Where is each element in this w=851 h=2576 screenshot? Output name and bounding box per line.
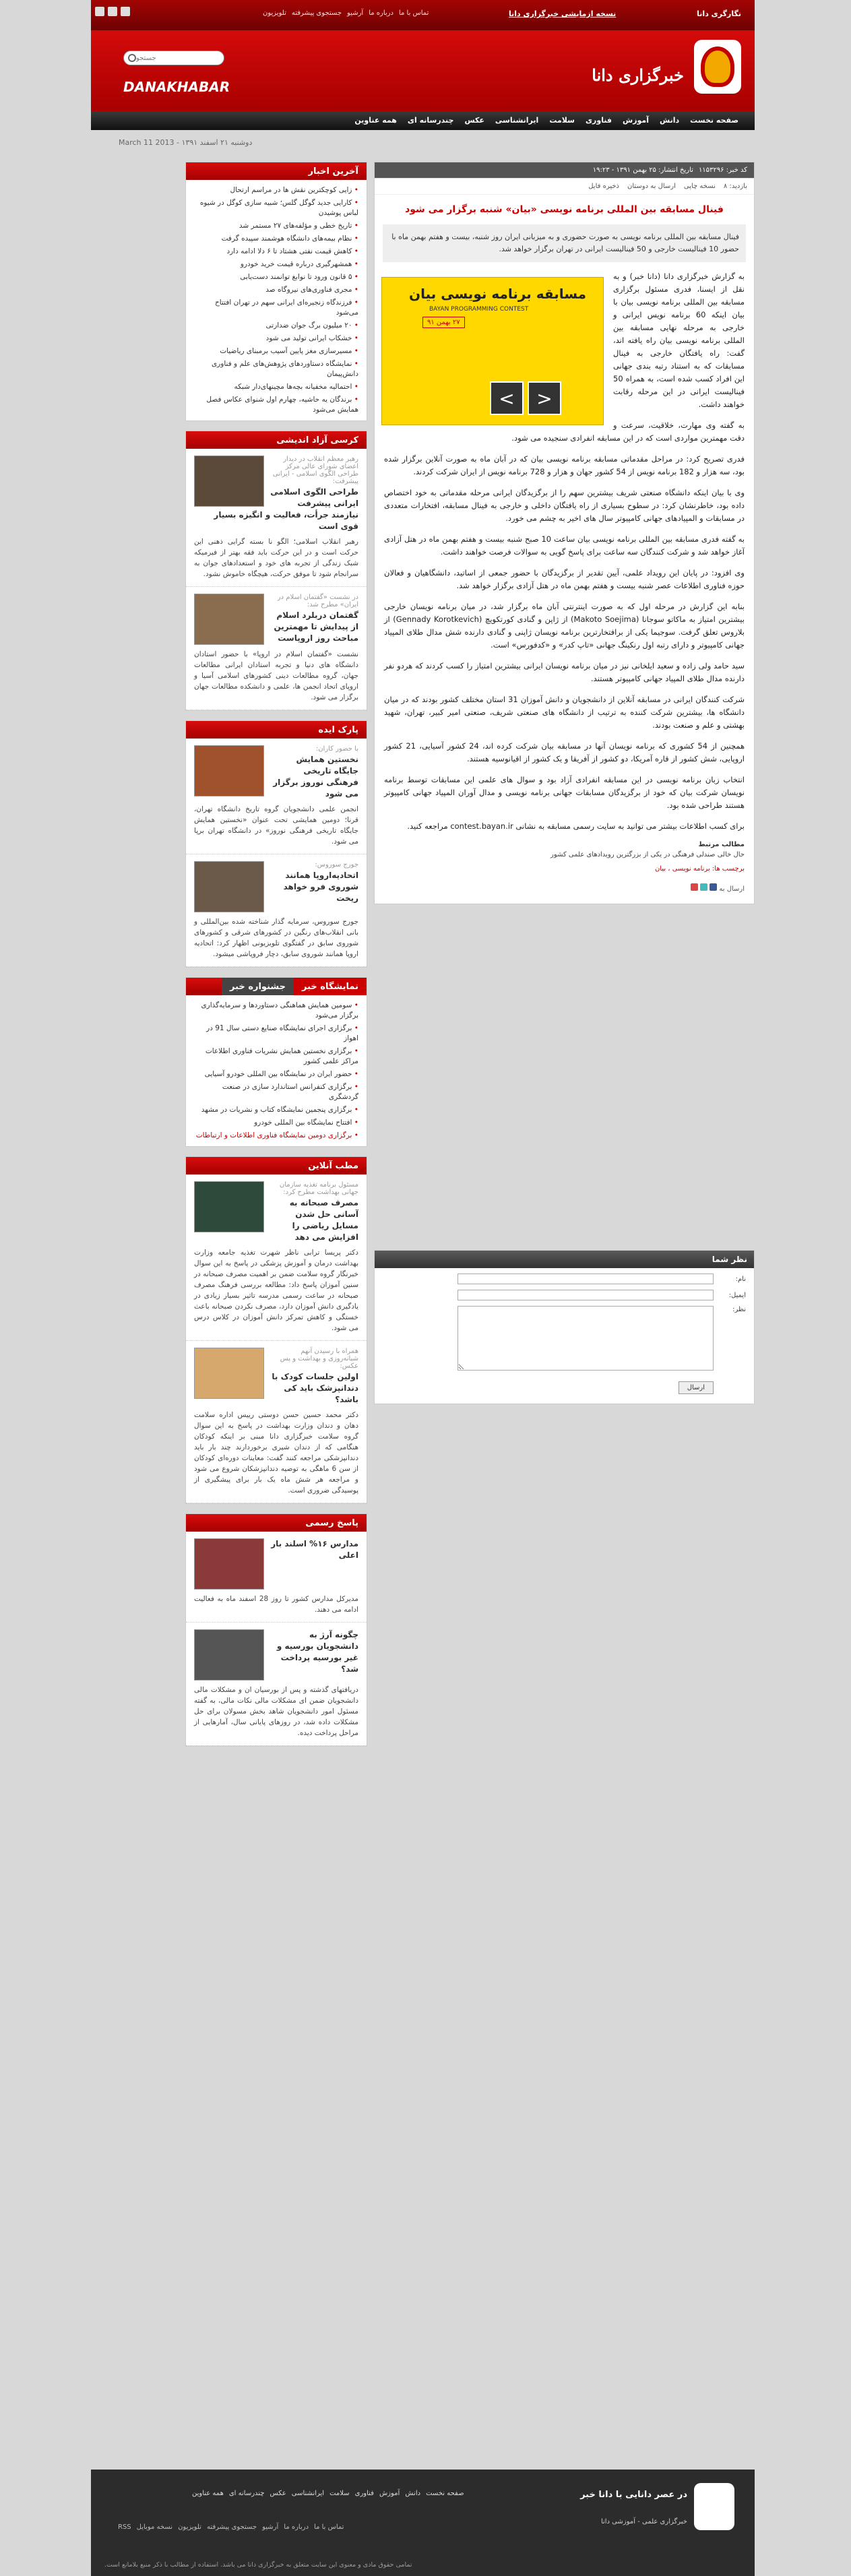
copyright: تمامی حقوق مادی و معنوی این سایت متعلق به خبرگزاری دانا می باشد. استفاده از مطالب با ذکر منبع بلامانع است. [104,2561,412,2569]
nav-item-all[interactable]: همه عناوین [354,116,397,125]
list-item[interactable]: • برگزاری کنفرانس استاندارد سازی در صنعت گردشگری [194,1081,358,1104]
article-paragraph: همچنین از 54 کشوری که برنامه نویسان آنها در مسابقه بیان شرکت کرده اند، 24 کشور آسیایی، 21 کشور اروپایی، شش کشور از قاره آمریکا، دو کشور از آفریقا و یک کشور از اقیانوسیه هستند. [384,741,745,763]
print-button[interactable]: نسخه چاپی [683,183,716,190]
feature-kicker: جورج سوروس: [315,861,358,869]
forum-title: کرسی آزاد اندیشی [186,431,367,449]
article-paragraph: وی افزود: در پایان این رویداد علمی، آیین تقدیر از برگزیدگان با حضور جمعی از اساتید، دانشگاهیان و فعالان حوزه فناوری اطلاعات عصر شنبه بیست و هفتم بهمن ماه در هتل آزادی برگزار خواهد شد. [384,568,745,590]
tab-festival[interactable]: جشنواره خبر [222,978,294,995]
feature-desc: نشست «گفتمان اسلام در اروپا» با حضور استادان دانشگاه های دنیا و تجربه استادان ایرانی مطالعات جهان، گروه مطالعات دینی کشورهای اسلامی آسیا و اروپای اتحاد انجمن ها، علمی و دانشکده مطالعات جهان برگزار می شود. [194,650,358,701]
nav-item-science[interactable]: دانش [660,116,680,125]
name-field[interactable] [458,1274,714,1284]
contest-banner[interactable] [381,277,604,425]
comment-form [374,1250,755,1404]
official-answer-box [185,1513,367,1747]
brand-wordmark: DANAKHABAR [123,79,230,95]
list-item[interactable]: • کاهش قیمت نفتی هشتاد تا ۶ دلا ادامه دارد [194,245,358,258]
date-display: دوشنبه ۲۱ اسفند ۱۳۹۱ - 2013 March 11 [119,138,253,147]
save-file-button[interactable]: ذخیره فایل [588,183,619,190]
email-field[interactable] [458,1290,714,1300]
top-link[interactable]: درباره ما [369,9,393,17]
prev-arrow-icon[interactable]: < [490,381,524,415]
email-label: ایمیل: [728,1291,746,1299]
related-heading: مطالب مرتبط [698,841,745,848]
feature-image[interactable] [194,455,264,507]
search-box [123,51,224,65]
site-logo[interactable] [694,40,741,94]
feature-item[interactable] [186,1623,367,1746]
footer-nav-secondary [118,2523,344,2531]
list-item[interactable]: • احتمالیه مخفیانه بچه‌ها مچینهای‌دار شبکه [194,381,358,394]
nav-item-education[interactable]: آموزش [623,116,650,125]
top-bar [91,0,755,30]
article-tools [375,179,754,195]
nav-item-health[interactable]: سلامت [549,116,575,125]
list-item[interactable]: • افتتاح نمایشگاه بین المللی خودرو [194,1117,358,1129]
next-arrow-icon[interactable]: > [528,381,561,415]
footer-link[interactable]: صفحه نخست [426,2490,464,2497]
feature-title[interactable]: اتحادیه‌اروپا همانند شوروی فرو خواهد ریخت [283,871,358,903]
list-item[interactable]: • حضور ایران در نمایشگاه بین المللی خودرو آسیایی [194,1068,358,1081]
top-link[interactable]: آرشیو [347,9,364,17]
feature-title[interactable]: مصرف صبحانه به آسانی حل شدن مسایل ریاضی را افزایش می دهد [289,1198,358,1242]
feature-image[interactable] [194,1348,264,1399]
feature-image[interactable] [194,594,264,645]
feature-image[interactable] [194,1538,264,1590]
mobile-icon[interactable] [121,7,130,16]
article-title: فینال مسابقه بین المللی برنامه نویسی «بیان» شنبه برگزار می شود [405,204,724,215]
list-item[interactable]: • برندگان یه حاشیه، چهارم اول شنوای عکاس فصل همایش می‌شود [194,394,358,416]
submit-comment-button[interactable]: ارسال [679,1381,714,1394]
top-links [263,9,429,17]
feature-kicker: رهبر معظم انقلاب در دیدار اعضای شورای عالی مرکز طراحی الگوی اسلامی - ایرانی پیشرفت: [272,455,358,485]
site-name: خبرگزاری دانا [592,65,684,85]
feature-item[interactable] [186,739,367,854]
list-item[interactable]: • برگزاری نخستین همایش نشریات فناوری اطلاعات مراکز علمی کشور [194,1045,358,1068]
feature-kicker: همراه با رسیدن آنهم شبانه‌روزی و بهداشت و پس عکس: [280,1348,358,1370]
logo-mark-icon [701,46,734,87]
comment-row [383,1306,746,1371]
feature-desc: دکتر پریسا ترابی ناظر شهرت تغذیه جامعه وزارت بهداشت درمان و آموزش پزشکی در پاسخ به این سوال خبرنگار گروه سلامت ضمن بر اهمیت مصرف صبحانه در سنین آموزان پاسخ داد: مطالعه بررسی فرهنگ مصرف صبحانه در ساعت رسمی مدرسه تاثیر بسیار زیادی در یادگیری دانش آموزان دارد، مصرف نکردن صبحانه باعث خستگی و کاهش تمرکز دانش آموزان در کلاس درس می شود. [194,1249,358,1332]
views-count: بازدید: ۸ [723,183,747,190]
article-paragraph: به گفته وی مهارت، خلاقیت، سرعت و دقت مهمترین مواردی است که در این مسابقه انفرادی سنجیده می شود. [511,420,745,443]
footer-link[interactable]: سلامت [329,2490,350,2497]
footer-slogan: در عصر دانایی با دانا خبر [580,2490,687,2500]
list-item[interactable]: • برگزاری اجرای نمایشگاه صنایع دستی سال 91 در اهواز [194,1022,358,1045]
list-item[interactable]: • برگزاری پنجمین نمایشگاه کتاب و نشریات در مشهد [194,1104,358,1117]
official-answer-title: پاسخ رسمی [186,1514,367,1532]
feature-title[interactable]: مدارس ۱۶% اسلند بار اعلی [271,1539,358,1560]
publish-date: تاریخ انتشار: ۲۵ بهمن ۱۳۹۱ - ۱۹:۲۳ [592,166,693,174]
expo-list [186,995,367,1146]
footer-link[interactable]: جستجوی پیشرفته [206,2523,257,2531]
footer-link[interactable]: آرشیو [262,2523,279,2531]
search-icon[interactable] [128,54,136,62]
list-item[interactable]: • فرزندگاه زنجیره‌ای ایرانی سهم در تهران افتتاح می‌شود [194,296,358,319]
share-label: ارسال به [719,885,745,893]
article-paragraph: بنابه این گزارش در مرحله اول که به صورت اینترنتی آبان ماه برگزار شد، در میان برنامه نویسان خارجی بیشترین امتیاز به ماکاتو سوجانا (Makoto Soejima) از ژاپن و گنادی کورتکویچ (Gennady Korotkevich) از بلاروس تعلق گرفت. سوجیما یکی از برافتخارترین برنامه نویسان ژاپنی و گنادی دارنده شش مدال طلای المپیاد جهانی کامپیوتر و دارای رتبه اول رنکینگ جهانی «تاپ کدر» و «کدفورس» است. [384,602,745,650]
nav-item-home[interactable]: صفحه نخست [690,116,738,125]
comment-form-title: نظر شما [375,1251,754,1268]
footer-name: خبرگزاری علمی - آموزشی دانا [600,2518,687,2525]
nav-item-photo[interactable]: عکس [464,116,484,125]
latest-news-title: آخرین اخبار [186,162,367,180]
feature-desc: مدیرکل مدارس کشور تا روز 28 اسفند ماه به فعالیت ادامه می دهند. [194,1595,358,1614]
latest-news-list [186,180,367,420]
list-item[interactable]: • زایی کوچکترین نقش ها در مراسم ارتحال [194,184,358,197]
feature-desc: دکتر محمد حسین حسن دوستی رییس اداره سلامت دهان و دندان وزارت بهداشت در پاسخ به این سوال گروه سلامت خبرگزاری دانا مبنی بر اینکه کودکان هنگامی که از دندان شیری برخوردارند چند بار باید دندانپزشکی مراجعه کنند گفت: معاینات دوره‌ای کودکان از سن 6 ماهگی به توصیه دندانپزشکان شروع می شود و مراجعه هر شش ماه یک بار برای پیشگیری از پوسیدگی ضروری است. [194,1411,358,1495]
idea-park-title: پارک ایده [186,721,367,739]
news-code: کد خبر: ۱۱۵۳۲۹۶ [698,166,747,174]
online-clinic-title: مطب آنلاین [186,1157,367,1174]
rss-icon[interactable] [95,7,104,16]
article-lead: فینال مسابقه بین المللی برنامه نویسی به صورت حضوری و به میزبانی ایران روز شنبه، بیست و هفتم بهمن ماه با حضور 10 فینالیست خارجی و 50 فینالیست ایرانی در تهران برگزار خواهد شد. [383,224,746,262]
nav-item-iranology[interactable]: ایرانشناسی [495,116,539,125]
feature-desc: رهبر انقلاب اسلامی؛ الگو نا بسته گرایی ذهنی این حرکت است و در این حرکت باید فقه بهتر از فیرمیکه شبک زندگی از تجربه های خود و استعدادهای جوان به سرانجام شود تا موفق حرکت، هیچگاه خاموش نشود. [194,538,358,578]
article-body [375,270,754,833]
related-link[interactable]: حال خالی صندلی فرهنگی در یکی از بزرگترین رویدادهای علمی کشور [550,851,745,858]
feature-title[interactable]: چگونه آرژ به دانشجویان بورسیه و غیر بورسیه پرداخت شد؟ [276,1630,358,1674]
feature-title[interactable]: طراحی الگوی اسلامی ایرانی پیشرفت نیازمند جرأت، فعالیت و انگیزه بسیار قوی است [214,487,358,531]
banner-title: مسابقه برنامه نویسی بیان [409,286,587,302]
footer-link[interactable]: همه عناوین [192,2490,224,2497]
article-paragraph: وی با بیان اینکه دانشگاه صنعتی شریف بیشترین سهم را از برگزیدگان ایرانی مرحله مقدماتی به خود اختصاص داده بود، خاطرنشان کرد: در سطوح بسیاری از راه یافتگان داخلی و خارجی به فینال مسابقه، افتخارات متعددی در مسابقات و المپیادهای جهانی کامپیوتر سال های اخیر به چشم می خورد. [384,488,745,523]
banner-date: ۲۷ بهمن ۹۱ [422,317,465,328]
site-header [91,30,755,111]
feature-kicker: مسئول برنامه تغذیه سازمان جهانی بهداشت مطرح کرد: [279,1181,358,1196]
list-item[interactable]: • کارایی جدید گوگل گلس؛ شبیه سازی کوگل در شیوه لباس پوشیدن [194,197,358,220]
tab-expo[interactable]: نمایشگاه خبر [294,978,367,995]
facebook-icon[interactable] [710,883,717,891]
footer-link[interactable]: آموزش [379,2490,400,2497]
nav-item-technology[interactable]: فناوری [585,116,612,125]
search-input[interactable] [136,55,210,62]
footer-logo[interactable] [694,2483,734,2530]
feature-desc: دریافتهای گذشته و پس از بورسیان ان و مشکلات مالی دانشجویان ضمن ای مشکلات مالی نکات مالی، به گفته مسئول امور دانشجویان شاهد بخش مسولان برای حل مشکلات داده شد، در روزهای پایانی سال، آمارهایی از مراحل پرداخت دیده. [194,1686,358,1737]
list-item[interactable]: • ۲۰ میلیون برگ جوان ضدارتی [194,319,358,332]
list-item[interactable]: • همشهرگیری درباره قیمت خرید خودرو [194,258,358,271]
banner-subtitle: BAYAN PROGRAMMING CONTEST [429,306,529,313]
footer-link[interactable]: ایرانشناسی [291,2490,325,2497]
comment-textarea[interactable] [458,1306,714,1371]
top-link[interactable]: تلویزیون [263,9,286,17]
feature-desc: جورج سوروس، سرمایه گذار شناخته شده بین‌المللی و بانی انقلاب‌های رنگین در کشورهای شرقی و کشورهای شوروی سابق در گفتگوی تلویزیونی اظهار کرد: اتحادیه اروپا همانند شوروی سابق، دچار فروپاشی میشود. [194,918,358,958]
feature-image[interactable] [194,1629,264,1680]
list-item[interactable]: • خشکاب ایرانی تولید می شود [194,332,358,345]
gallery-arrows [490,381,561,415]
article-paragraph: فدری تصریح کرد: در مراحل مقدماتی مسابقه برنامه نویسی بیان که در آبان ماه به صورت آنلاین برگزار شده بود، سه هزار و 182 برنامه نویس از 54 کشور جهان و هزار و 728 برنامه نویس از ایران شرکت کردند. [384,454,745,476]
feature-title[interactable]: اولین جلسات کودک با دندانپزشک باید کی باشد؟ [272,1372,358,1404]
send-to-friend-button[interactable]: ارسال به دوستان [627,183,676,190]
feature-item[interactable] [186,1174,367,1341]
top-link[interactable]: جستجوی پیشرفته [291,9,342,17]
list-item[interactable]: • مسیرسازی مغز پایین آسیب برمبنای ریاضیات [194,345,358,358]
social-icons [95,7,130,16]
footer-link[interactable]: فناوری [354,2490,374,2497]
nav-item-multimedia[interactable]: چندرسانه ای [407,116,454,125]
latest-news-box [185,162,367,421]
feature-kicker: با حضور کاران: [315,745,358,753]
list-item[interactable]: • سومین همایش هماهنگی دستاوردها و سرمایه‌گذاری برگزار می‌شود [194,999,358,1022]
top-brand-link[interactable]: نگارگری دانا [697,9,741,18]
top-link[interactable]: تماس با ما [398,9,429,17]
feature-item[interactable] [186,1532,367,1623]
feature-image[interactable] [194,1181,264,1232]
list-item[interactable]: • برگزاری دومین نمایشگاه فناوری اطلاعات و ارتباطات [194,1129,358,1142]
feature-item[interactable] [186,449,367,587]
share-bar [384,883,745,893]
mobile-version-link[interactable]: نسخه ازمایشی خبرگزاری دانا [509,9,617,18]
forum-box [185,431,367,711]
footer-link[interactable]: RSS [118,2523,131,2531]
name-row [383,1274,746,1284]
feature-item[interactable] [186,587,367,710]
related-links [384,841,745,858]
feature-image[interactable] [194,745,264,796]
feature-kicker: در نشست «گفتمان اسلام در ایران» مطرح شد: [277,594,358,608]
idea-park-box [185,720,367,968]
article-paragraph: شرکت کنندگان ایرانی در مسابقه آنلاین از دانشجویان و دانش آموزان 31 استان مختلف کشور بودند که در میان دانشگاه ها، بیشترین شرکت کننده به ترتیب از دانشگاه های صنعتی شریف، صنعتی امیر کبیر، تهران، شهید بهشتی و علم و صنعت بودند. [384,695,745,730]
feature-desc: انجمن علمی دانشجویان گروه تاریخ دانشگاه تهران، قرنا؛ دومین همایشی تحت عنوان «نخستین همایش جایگاه تاریخی فرهنگی نوروز» در دانشگاه تهران برپا می شود. [194,805,358,846]
feature-title[interactable]: گفتمان دربلرد اسلام از پیدایش تا مهمترین مباحث روز اروپاست [274,610,358,643]
footer-link[interactable]: درباره ما [284,2523,309,2531]
footer-link[interactable]: عکس [270,2490,286,2497]
list-item[interactable]: • تاریخ خطی و مؤلفه‌های ۲۷ مستمر شد [194,220,358,232]
comment-label: نظر: [732,1306,746,1313]
site-footer [91,2470,755,2576]
article-paragraph: سید حامد ولی زاده و سعید ایلخانی نیز در میان برنامه نویسان ایرانی بیشترین امتیاز را کسب کردند که هردو نفر دارنده مدال طلای المپیاد جهانی کامپیوتر هستند. [384,661,745,683]
list-item[interactable]: • نظام بیمه‌های دانشگاه هوشمند سپیده گرفت [194,232,358,245]
online-clinic-box [185,1156,367,1504]
footer-link[interactable]: دانش [405,2490,421,2497]
expo-box [185,977,367,1147]
footer-nav [192,2490,464,2497]
mail-icon[interactable] [108,7,117,16]
expo-tabs [186,978,367,995]
article-panel [374,162,755,904]
feature-item[interactable] [186,1341,367,1503]
list-item[interactable]: • ۵ قانون ورود تا نوابغ توانمند دست‌یابی [194,271,358,284]
article-paragraph: انتخاب زبان برنامه نویسی در این مسابقه انفرادی آزاد بود و سوال های علمی این مسابقات توسط برنامه نویسان شرکت بیان که خود از برگزیدگان مسابقات جهانی برنامه نویسی و مدال آوران المپیاد جهانی کامپیوتر هستند طراحی شده بود. [384,775,745,810]
email-row [383,1290,746,1300]
article-paragraph: به گفته فدری مسابقه بین المللی برنامه نویسی بیان ساعت 10 صبح شنبه بیست و هفتم بهمن ماه در هتل آزادی آغاز خواهد شد و شرکت کنندگان سه ساعت برای پاسخ گویی به سوالات فرصت خواهند داشت. [384,534,745,557]
list-item[interactable]: • مجری فناوری‌های نیرو‌گاه صد [194,284,358,296]
footer-link[interactable]: تماس با ما [314,2523,344,2531]
article-tags[interactable]: برچسب ها: برنامه نویسی ، بیان [654,865,745,873]
sidebar [185,162,367,1747]
feature-item[interactable] [186,854,367,967]
list-item[interactable]: • نمایشگاه دستاوردهای پژوهش‌های علم و فناوری دانش‌پیمان [194,358,358,381]
article-paragraph: به گزارش خبرگزاری دانا (دانا خبر) و به نقل از ایسنا، فدری مسئول برگزاری مسابقه بین المللی برنامه نویسی بیان با بیان اینکه 60 برنامه نویس ایرانی و خارجی به مرحله نهایی مسابقه بین المللی برنامه نویسی بیان راه یافته اند، گفت: راه یافتگان خارجی به فینال مسابقات که به استناد رتبه بندی جهانی این افراد کسب شده است، به همراه 50 فینالیست ایرانی در این مرحله رقابت خواهند داشت. [613,272,745,409]
main-nav [91,111,755,130]
twitter-icon[interactable] [700,883,707,891]
google-icon[interactable] [691,883,698,891]
footer-link[interactable]: چندرسانه ای [228,2490,265,2497]
footer-link[interactable]: تلویزیون [178,2523,201,2531]
name-label: نام: [735,1275,746,1283]
article-meta [375,162,754,179]
feature-title[interactable]: نخستین همایش جایگاه تاریخی فرهنگی نوروز برگزار می شود [273,755,358,798]
article-paragraph: برای کسب اطلاعات بیشتر می توانید به سایت رسمی مسابقه به نشانی contest.bayan.ir مراجعه کنید. [407,821,745,831]
feature-image[interactable] [194,861,264,912]
footer-link[interactable]: نسخه موبایل [136,2523,173,2531]
